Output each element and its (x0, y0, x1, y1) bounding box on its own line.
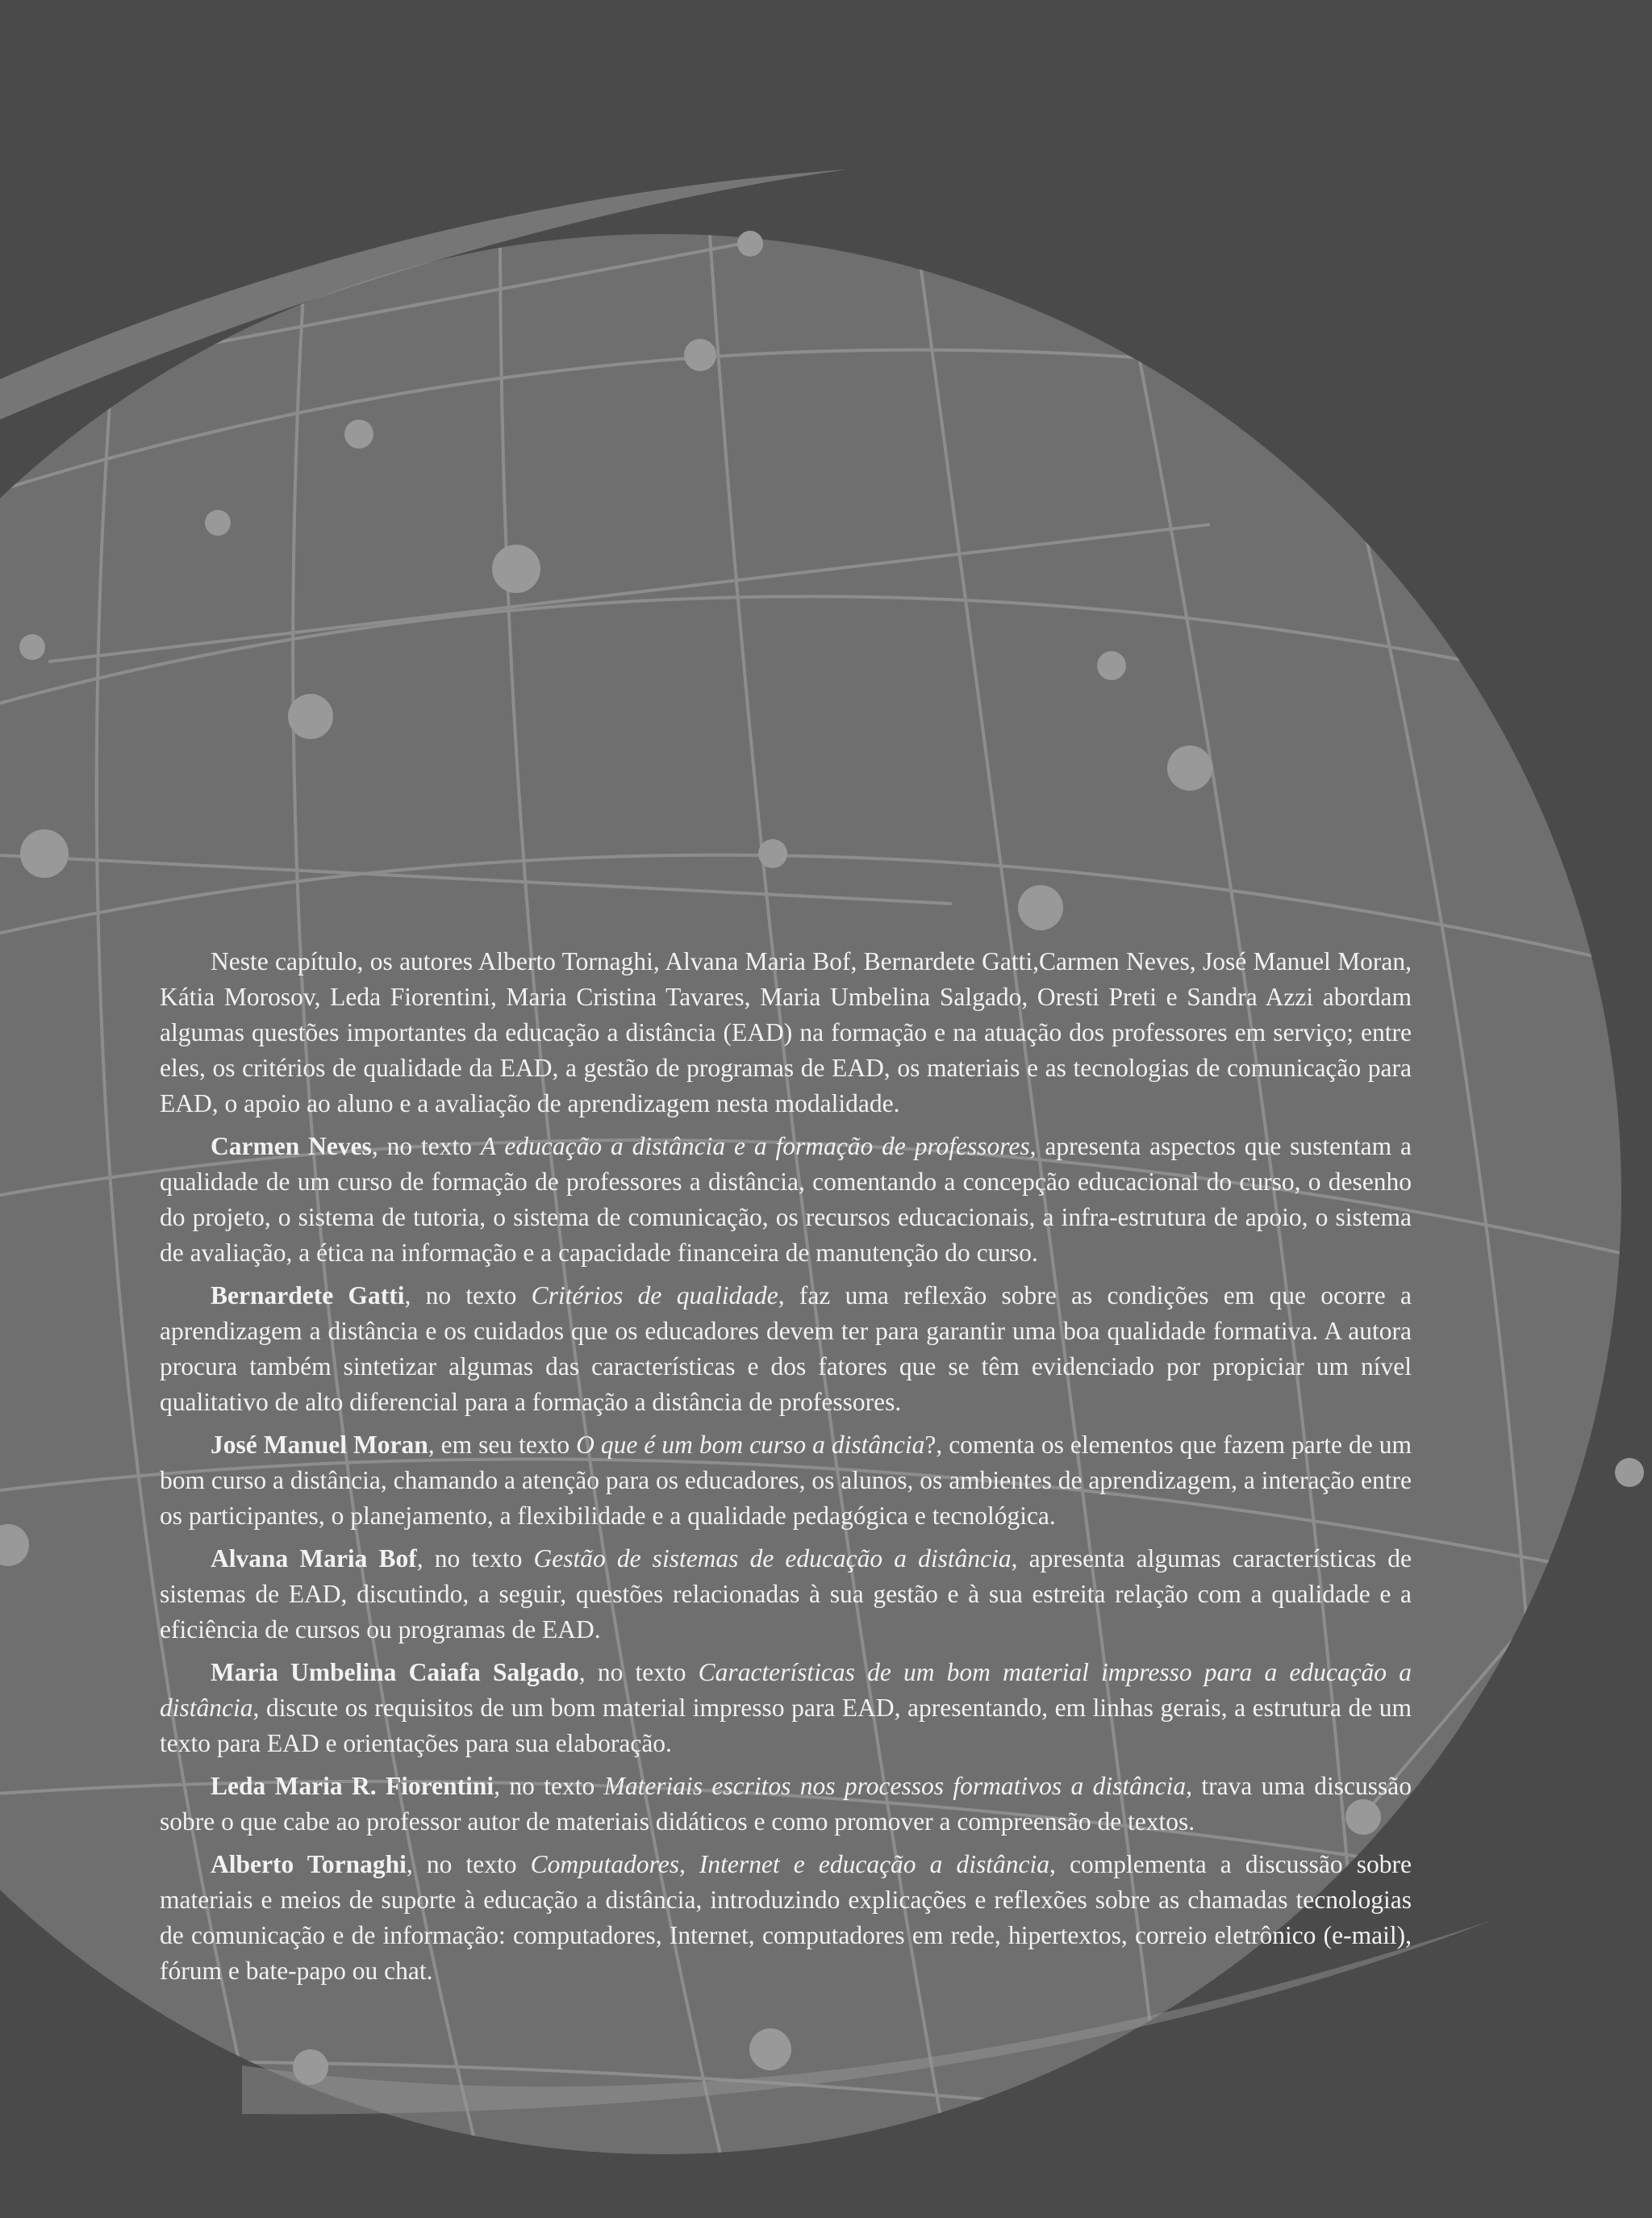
paragraph-text: , no texto (371, 1132, 481, 1160)
paragraph-carmen-neves (160, 1129, 1412, 1271)
author-name: José Manuel Moran (211, 1431, 428, 1459)
author-name: Carmen Neves (211, 1132, 372, 1160)
paragraph-alberto-tornaghi (160, 1847, 1412, 1989)
author-name: Bernardete Gatti (211, 1281, 405, 1309)
paragraph-text: , no texto (494, 1772, 604, 1800)
author-name: Leda Maria R. Fiorentini (211, 1772, 494, 1800)
paragraph-bernardete-gatti (160, 1278, 1412, 1420)
text-title: Características de um bom material impresso para a educação a distância (160, 1658, 1412, 1722)
intro-paragraph: Neste capítulo, os autores Alberto Tornaghi, Alvana Maria Bof, Bernardete Gatti,Carmen Neves, José Manuel Moran, Kátia Morosov, Leda Fiorentini, Maria Cristina Tavares, Maria Umbelina Salgado, Oresti Preti e Sandra Azzi abordam algumas questões importantes da educação a distância (EAD) na formação e na atuação dos professores em serviço; entre eles, os critérios de qualidade da EAD, a gestão de programas de EAD, os materiais e as tecnologias de comunicação para EAD, o apoio ao aluno e a avaliação de aprendizagem nesta modalidade. (160, 947, 1412, 1117)
paragraph-text: , em seu texto (428, 1431, 577, 1459)
paragraph-maria-umbelina-salgado (160, 1655, 1412, 1761)
text-title: Gestão de sistemas de educação a distância (533, 1544, 1012, 1573)
paragraph-text: , apresenta aspectos que sustentam a qualidade de um curso de formação de professores a distância, comentando a concepção educacional do curso, o desenho do projeto, o sistema de tutoria, o sistema de comunicação, os recursos educacionais, a infra-estrutura de apoio, o sistema de avaliação, a ética na informação e a capacidade financeira de manutenção do curso. (160, 1132, 1412, 1267)
paragraph-text: ?, comenta os elementos que fazem parte de um bom curso a distância, chamando a atenção para os educadores, os alunos, os ambientes de aprendizagem, a interação entre os participantes, o planejamento, a flexibilidade e a qualidade pedagógica e tecnológica. (160, 1431, 1412, 1530)
paragraph-text: , no texto (578, 1658, 699, 1686)
text-title: O que é um bom curso a distância (576, 1431, 925, 1459)
paragraph-text: , apresenta algumas características de sistemas de EAD, discutindo, a seguir, questões relacionadas à sua gestão e à sua estreita relação com a qualidade e a eficiência de cursos ou programas de EAD. (160, 1544, 1412, 1644)
paragraph-leda-fiorentini (160, 1769, 1412, 1840)
text-title: A educação a distância e a formação de professores (480, 1132, 1030, 1160)
author-name: Alberto Tornaghi (211, 1850, 407, 1878)
paragraph-text: , no texto (406, 1850, 531, 1878)
paragraph-text: , faz uma reflexão sobre as condições em que ocorre a aprendizagem a distância e os cuidados que os educadores devem ter para garantir uma boa qualidade formativa. A autora procura também sintetizar algumas das características e dos fatores que se têm evidenciado por propiciar um nível qualitativo de alto diferencial para a formação a distância de professores. (160, 1281, 1412, 1416)
paragraph-alvana-maria-bof (160, 1541, 1412, 1648)
paragraph-text: , discute os requisitos de um bom material impresso para EAD, apresentando, em linhas gerais, a estrutura de um texto para EAD e orientações para sua elaboração. (160, 1694, 1412, 1757)
author-name: Alvana Maria Bof (211, 1544, 417, 1573)
author-name: Maria Umbelina Caiafa Salgado (211, 1658, 579, 1686)
paragraph-text: , complementa a discussão sobre materiais e meios de suporte à educação a distância, introduzindo explicações e reflexões sobre as chamadas tecnologias de comunicação e de informação: computadores, Internet, computadores em rede, hipertextos, correio eletrônico (e-mail), fórum e bate-papo ou chat. (160, 1850, 1412, 1985)
text-title: Materiais escritos nos processos formativos a distância (603, 1772, 1187, 1800)
text-title: Computadores, Internet e educação a distância (530, 1850, 1050, 1878)
chapter-introduction-text (160, 944, 1412, 1996)
paragraph-text: , no texto (404, 1281, 532, 1309)
text-title: Critérios de qualidade (531, 1281, 778, 1309)
paragraph-jose-manuel-moran (160, 1427, 1412, 1534)
paragraph-text: , trava uma discussão sobre o que cabe ao professor autor de materiais didáticos e como promover a compreensão de textos. (160, 1772, 1412, 1836)
paragraph-text: , no texto (416, 1544, 534, 1573)
